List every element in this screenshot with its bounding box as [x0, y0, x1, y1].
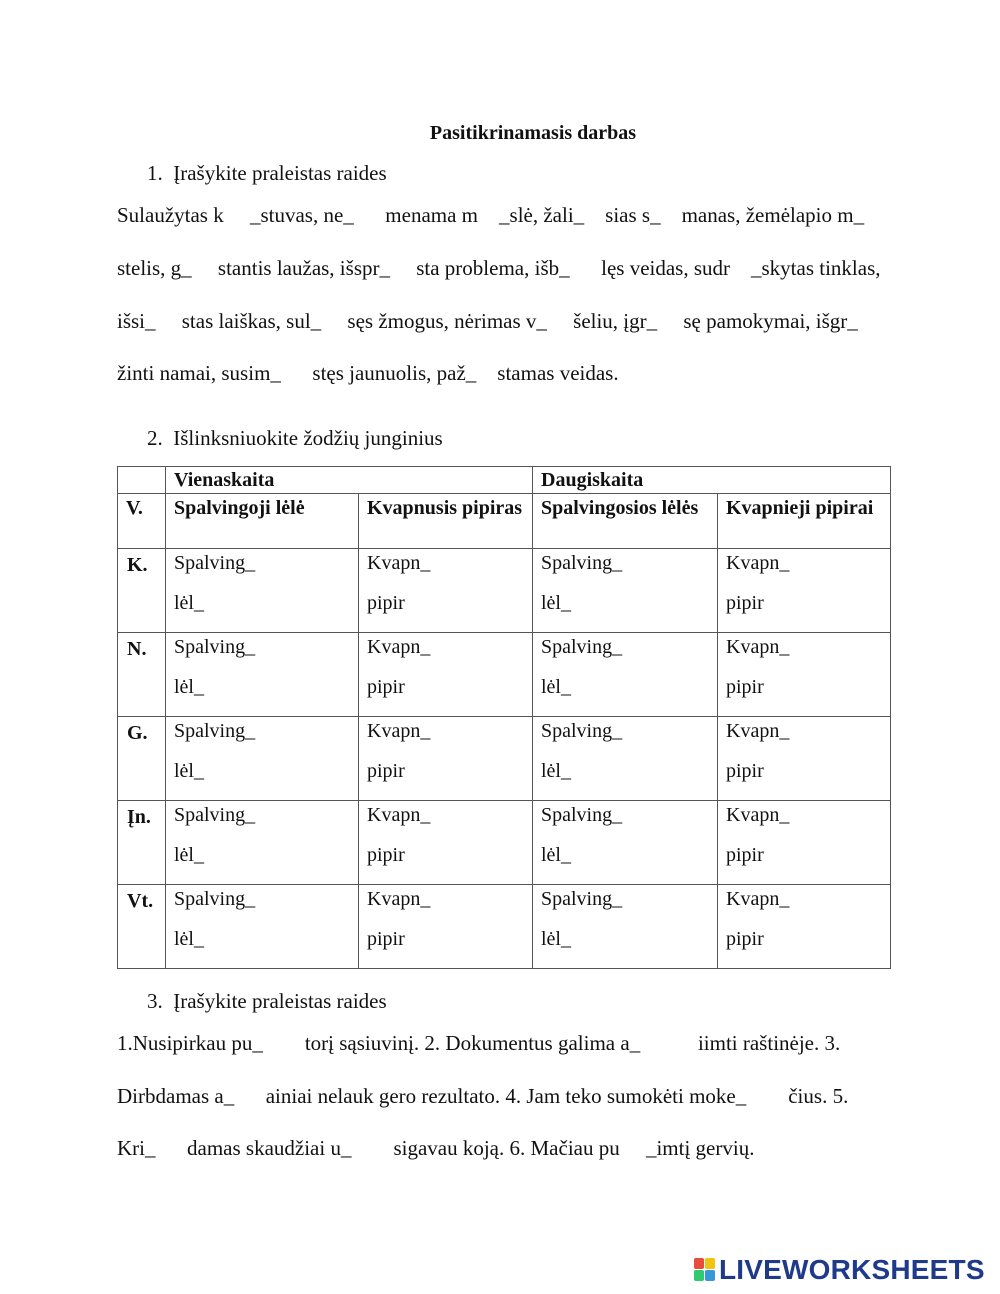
cell-text: pipir [367, 592, 405, 614]
cell-text: lėl_ [541, 928, 571, 950]
cell-text: lėl_ [541, 844, 571, 866]
cell-text: lėl_ [174, 844, 204, 866]
cell-text: Kvapn_ [726, 720, 790, 742]
cell-text: lėl_ [174, 676, 204, 698]
cell-text: Spalving_ [541, 720, 623, 742]
singular-noun-cell[interactable] [359, 885, 533, 969]
cell-text: Spalving_ [174, 888, 256, 910]
singular-adj-cell[interactable] [166, 885, 359, 969]
cell-text: pipir [726, 592, 764, 614]
task3-line-3: Kri_ damas skaudžiai u_ sigavau koją. 6. Mačiau pu _imtį gervių. [117, 1136, 755, 1160]
cell-text: Kvapn_ [367, 804, 431, 826]
logo-text: LIVEWORKSHEETS [719, 1254, 985, 1285]
declension-table [117, 466, 891, 969]
cell-text: Spalving_ [174, 720, 256, 742]
cell-text: Spalving_ [174, 804, 256, 826]
case-label: K. [118, 549, 166, 633]
table-row [118, 717, 891, 801]
case-label: G. [118, 717, 166, 801]
group-singular: Vienaskaita [166, 467, 533, 494]
nominative-singular-adj: Spalvingoji lėlė [166, 494, 359, 549]
plural-adj-cell[interactable] [533, 717, 718, 801]
singular-adj-cell[interactable] [166, 801, 359, 885]
nominative-singular-noun: Kvapnusis pipiras [359, 494, 533, 549]
case-label: N. [118, 633, 166, 717]
group-plural: Daugiskaita [533, 467, 891, 494]
singular-noun-cell[interactable] [359, 717, 533, 801]
plural-adj-cell[interactable] [533, 801, 718, 885]
singular-noun-cell[interactable] [359, 633, 533, 717]
cell-text: Spalving_ [174, 636, 256, 658]
cell-text: lėl_ [541, 676, 571, 698]
plural-adj-cell[interactable] [533, 549, 718, 633]
plural-noun-cell[interactable] [718, 801, 891, 885]
plural-adj-cell[interactable] [533, 633, 718, 717]
table-row [118, 885, 891, 969]
case-label: Vt. [118, 885, 166, 969]
cell-text: lėl_ [174, 928, 204, 950]
cell-text: pipir [367, 928, 405, 950]
task1-heading: 1. Įrašykite praleistas raides [147, 161, 387, 185]
singular-adj-cell[interactable] [166, 717, 359, 801]
table-row [118, 633, 891, 717]
task1-line-2: stelis, g_ stantis laužas, išspr_ sta problema, išb_ lęs veidas, sudr _skytas tinklas, [117, 256, 881, 280]
cell-text: Kvapn_ [726, 552, 790, 574]
task3-heading: 3. Įrašykite praleistas raides [147, 989, 387, 1013]
cell-text: Spalving_ [541, 636, 623, 658]
cell-text: lėl_ [541, 592, 571, 614]
cell-text: lėl_ [174, 760, 204, 782]
cell-text: Spalving_ [174, 552, 256, 574]
cell-text: Spalving_ [541, 552, 623, 574]
plural-noun-cell[interactable] [718, 633, 891, 717]
task1-line-1: Sulaužytas k _stuvas, ne_ menama m _slė, žali_ sias s_ manas, žemėlapio m_ [117, 203, 865, 227]
plural-noun-cell[interactable] [718, 885, 891, 969]
table-row [118, 549, 891, 633]
task1-line-3: išsi_ stas laiškas, sul_ sęs žmogus, nėrimas v_ šeliu, įgr_ sę pamokymai, išgr_ [117, 309, 858, 333]
cell-text: lėl_ [541, 760, 571, 782]
table-row [118, 801, 891, 885]
cell-text: Kvapn_ [726, 888, 790, 910]
logo-mark-icon [694, 1258, 716, 1282]
plural-noun-cell[interactable] [718, 717, 891, 801]
plural-adj-cell[interactable] [533, 885, 718, 969]
task1-line-4: žinti namai, susim_ stęs jaunuolis, paž_ stamas veidas. [117, 361, 619, 385]
cell-text: Kvapn_ [367, 888, 431, 910]
cell-text: pipir [726, 760, 764, 782]
liveworksheets-logo [694, 1254, 985, 1285]
singular-noun-cell[interactable] [359, 549, 533, 633]
cell-text: lėl_ [174, 592, 204, 614]
cell-text: Kvapn_ [726, 804, 790, 826]
cell-text: pipir [367, 760, 405, 782]
plural-noun-cell[interactable] [718, 549, 891, 633]
corner-cell [118, 467, 166, 494]
cell-text: Kvapn_ [367, 636, 431, 658]
cell-text: pipir [726, 844, 764, 866]
task3-line-1: 1.Nusipirkau pu_ torį sąsiuvinį. 2. Dokumentus galima a_ iimti raštinėje. 3. [117, 1031, 841, 1055]
cell-text: Kvapn_ [367, 720, 431, 742]
cell-text: pipir [367, 676, 405, 698]
cell-text: Kvapn_ [367, 552, 431, 574]
nominative-plural-noun: Kvapnieji pipirai [718, 494, 891, 549]
nominative-plural-adj: Spalvingosios lėlės [533, 494, 718, 549]
case-label: Įn. [118, 801, 166, 885]
cell-text: pipir [726, 928, 764, 950]
page-title: Pasitikrinamasis darbas [429, 122, 637, 144]
task2-heading: 2. Išlinksniuokite žodžių junginius [147, 426, 443, 450]
task3-line-2: Dirbdamas a_ ainiai nelauk gero rezultato. 4. Jam teko sumokėti moke_ čius. 5. [117, 1084, 849, 1108]
case-label: V. [118, 494, 166, 549]
singular-adj-cell[interactable] [166, 633, 359, 717]
cell-text: Spalving_ [541, 804, 623, 826]
cell-text: pipir [367, 844, 405, 866]
singular-noun-cell[interactable] [359, 801, 533, 885]
cell-text: Kvapn_ [726, 636, 790, 658]
cell-text: Spalving_ [541, 888, 623, 910]
singular-adj-cell[interactable] [166, 549, 359, 633]
cell-text: pipir [726, 676, 764, 698]
